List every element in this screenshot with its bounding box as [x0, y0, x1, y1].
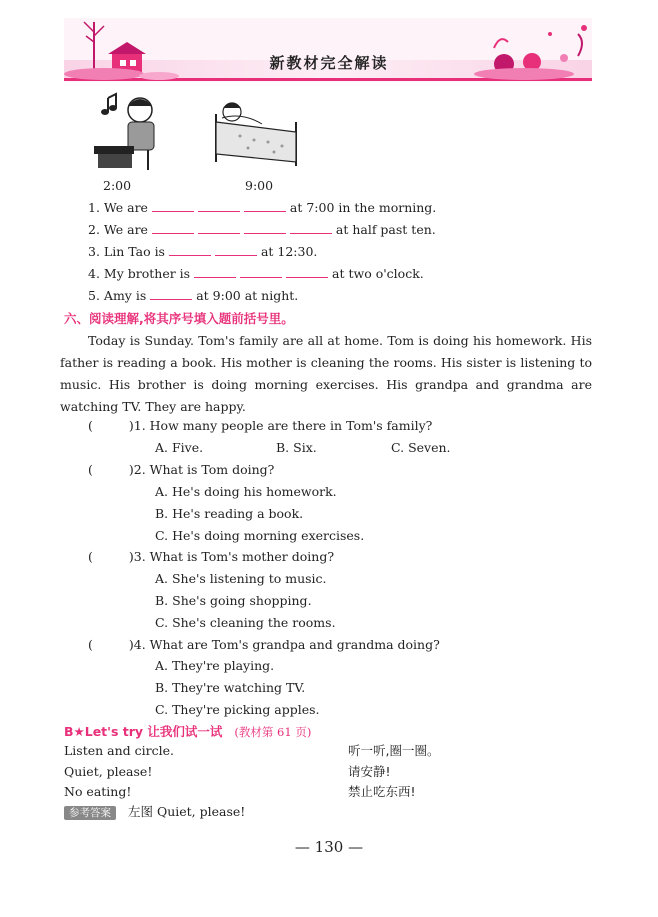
question-2: [88, 461, 274, 479]
question-number: )3.: [128, 549, 146, 564]
question-text: What is Tom doing?: [149, 462, 275, 477]
answer-blank[interactable]: [194, 265, 236, 278]
b-line-1-en: Listen and circle.: [64, 743, 174, 758]
book-title: 新教材完全解读: [269, 54, 389, 72]
q4-option-a: A. They're playing.: [155, 658, 275, 673]
b-line-1-zh: 听一听,圈一圈。: [348, 743, 440, 758]
q4-option-b: B. They're watching TV.: [155, 680, 306, 695]
sentence-start: We are: [103, 200, 148, 215]
fill-in-line-2: [88, 221, 436, 239]
answer-paren-open[interactable]: (: [88, 462, 93, 477]
section-b-label: B★Let's try 让我们试一试: [64, 724, 223, 739]
answer-paren-open[interactable]: (: [88, 637, 93, 652]
q2-option-b: B. He's reading a book.: [155, 506, 304, 521]
b-line-3-en: No eating!: [64, 784, 132, 799]
boy-listening-music-picture: [88, 88, 170, 172]
question-number: )1.: [128, 418, 146, 433]
item-number: 3.: [88, 244, 100, 259]
q3-option-b: B. She's going shopping.: [155, 593, 312, 608]
item-number: 4.: [88, 266, 100, 281]
textbook-reference: (教材第 61 页): [234, 725, 312, 739]
sentence-end: at 9:00 at night.: [196, 288, 299, 303]
answer-blank[interactable]: [198, 199, 240, 212]
question-1: [88, 417, 432, 435]
q1-option-c: C. Seven.: [391, 440, 451, 455]
answer-blank[interactable]: [215, 243, 257, 256]
q1-option-b: B. Six.: [276, 440, 317, 455]
fill-in-line-5: [88, 287, 298, 305]
item-number: 1.: [88, 200, 100, 215]
answer-badge: 参考答案: [64, 806, 116, 820]
answer-blank[interactable]: [198, 221, 240, 234]
sentence-start: Amy is: [103, 288, 147, 303]
sentence-start: My brother is: [103, 266, 191, 281]
section-b-header: [64, 723, 311, 741]
question-text: How many people are there in Tom's family?: [149, 418, 433, 433]
q4-option-c: C. They're picking apples.: [155, 702, 320, 717]
question-text: What is Tom's mother doing?: [149, 549, 335, 564]
fill-in-line-1: [88, 199, 436, 217]
q1-option-a: A. Five.: [155, 440, 204, 455]
sentence-end: at half past ten.: [335, 222, 436, 237]
sentence-start: We are: [103, 222, 148, 237]
sentence-end: at 12:30.: [260, 244, 318, 259]
answer-blank[interactable]: [244, 221, 286, 234]
answer-paren-open[interactable]: (: [88, 418, 93, 433]
answer-paren-open[interactable]: (: [88, 549, 93, 564]
item-number: 5.: [88, 288, 100, 303]
answer-blank[interactable]: [152, 199, 194, 212]
picture-time-1: 2:00: [103, 178, 132, 193]
q2-option-c: C. He's doing morning exercises.: [155, 528, 365, 543]
sentence-start: Lin Tao is: [103, 244, 165, 259]
picture-time-2: 9:00: [245, 178, 274, 193]
reading-passage: Today is Sunday. Tom's family are all at home. Tom is doing his homework. His father is reading a book. His mother is cleaning the rooms. His sister is listening to music. His brother is doing morning exercises. His grandpa and grandma are watching TV. They are happy.: [60, 333, 592, 414]
question-4: [88, 636, 440, 654]
fill-in-line-4: [88, 265, 424, 283]
answer-blank[interactable]: [244, 199, 286, 212]
answer-blank[interactable]: [290, 221, 332, 234]
question-text: What are Tom's grandpa and grandma doing?: [149, 637, 440, 652]
q3-option-a: A. She's listening to music.: [155, 571, 327, 586]
sentence-end: at 7:00 in the morning.: [289, 200, 437, 215]
b-line-3-zh: 禁止吃东西!: [348, 784, 416, 799]
answer-blank[interactable]: [286, 265, 328, 278]
answer-row: [64, 803, 245, 822]
answer-blank[interactable]: [169, 243, 211, 256]
b-line-2-en: Quiet, please!: [64, 764, 153, 779]
question-3: [88, 548, 334, 566]
b-line-2-zh: 请安静!: [348, 764, 391, 779]
answer-text: 左图 Quiet, please!: [127, 804, 246, 819]
question-number: )4.: [128, 637, 146, 652]
page-number: — 130 —: [294, 838, 364, 856]
question-number: )2.: [128, 462, 146, 477]
child-sleeping-picture: [210, 92, 302, 170]
q3-option-c: C. She's cleaning the rooms.: [155, 615, 336, 630]
item-number: 2.: [88, 222, 100, 237]
fill-in-line-3: [88, 243, 317, 261]
answer-blank[interactable]: [150, 287, 192, 300]
answer-blank[interactable]: [152, 221, 194, 234]
section-6-title: 六、阅读理解,将其序号填入题前括号里。: [64, 311, 294, 326]
q2-option-a: A. He's doing his homework.: [155, 484, 337, 499]
sentence-end: at two o'clock.: [332, 266, 424, 281]
answer-blank[interactable]: [240, 265, 282, 278]
